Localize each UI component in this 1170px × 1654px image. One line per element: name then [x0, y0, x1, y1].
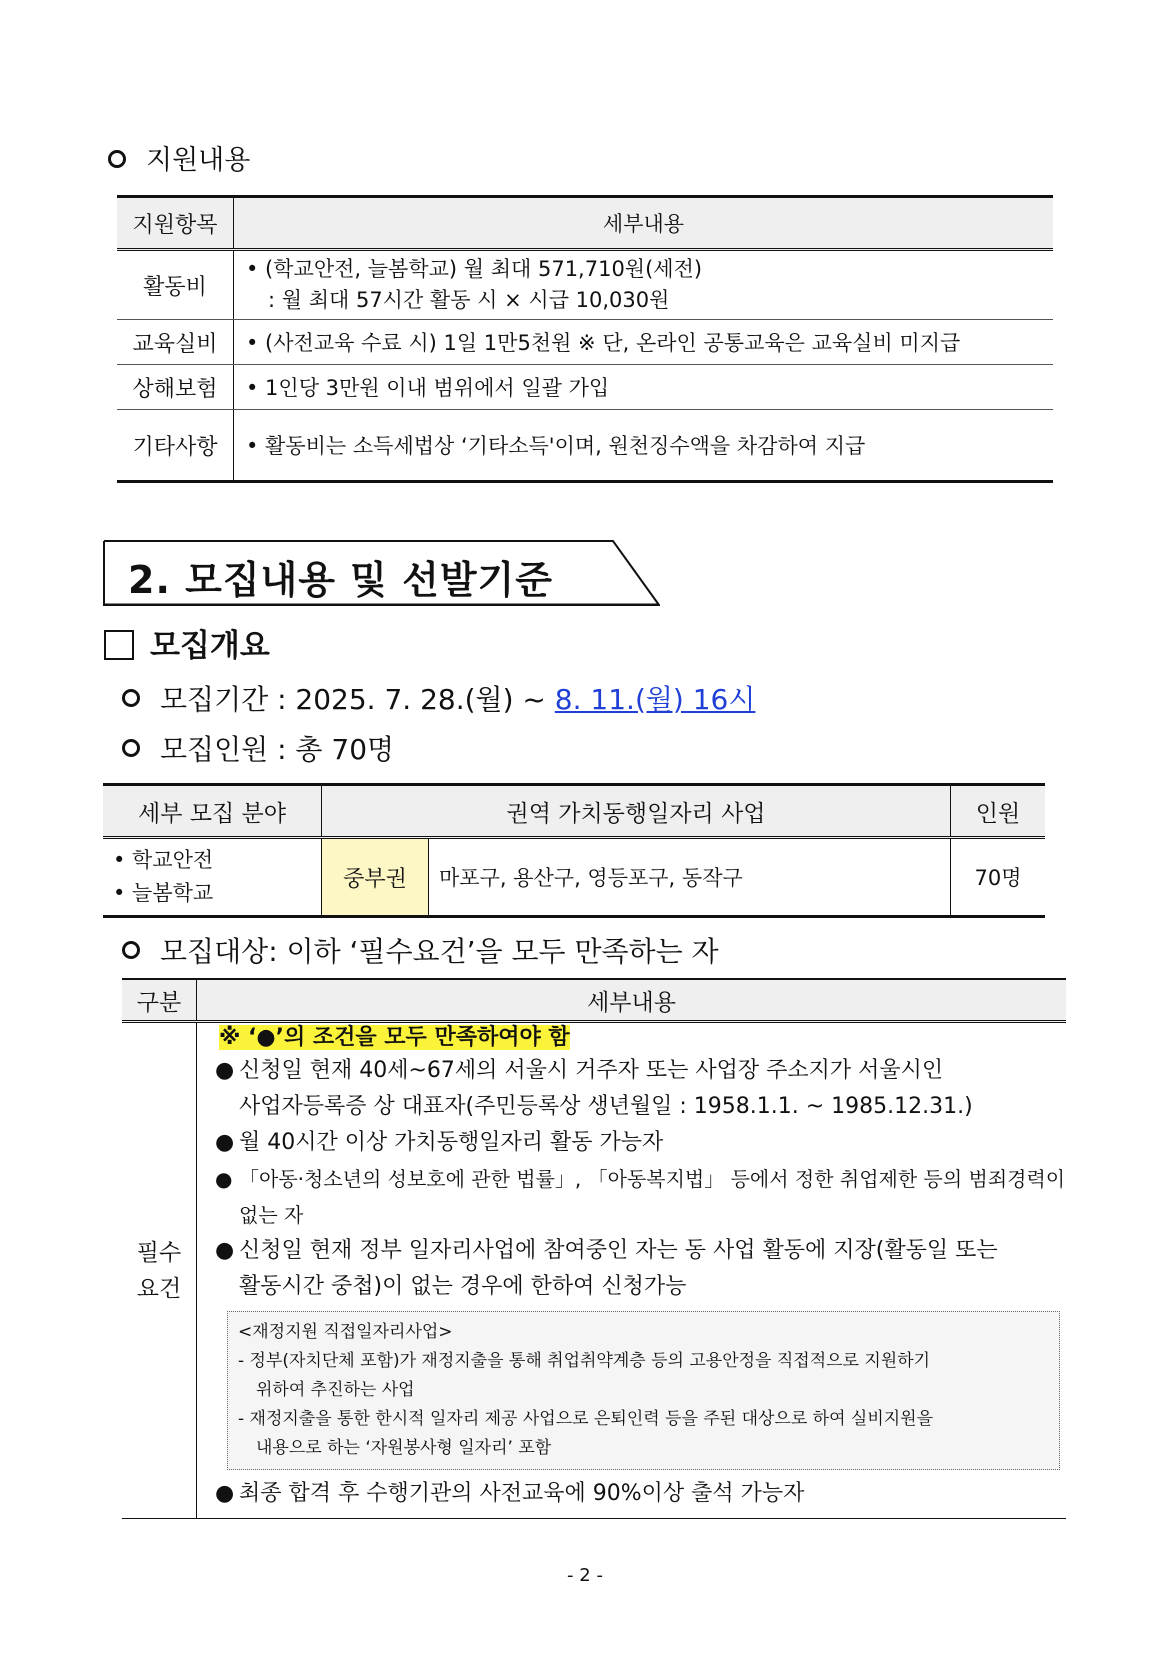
- recruit-target: 모집대상: 이하 ‘필수요건’을 모두 만족하는 자: [122, 930, 719, 970]
- support-row-item: 상해보험: [117, 365, 234, 410]
- support-row-detail: • (학교안전, 늘봄학교) 월 최대 571,710원(세전) : 월 최대 57시간 활동 시 × 시급 10,030원: [234, 250, 1054, 320]
- circle-bullet-icon: [122, 739, 140, 757]
- recruit-num: 70명: [951, 838, 1046, 917]
- page-number: - 2 -: [567, 1565, 603, 1586]
- req-item: ● 신청일 현재 40세~67세의 서울시 거주자 또는 사업장 주소지가 서울시인 사업자등록증 상 대표자(주민등록상 생년월일 : 1958.1.1. ~ 1985.12.31.): [215, 1058, 973, 1119]
- support-row-detail: • 1인당 3만원 이내 범위에서 일괄 가입: [234, 365, 1054, 410]
- section-title: 2. 모집내용 및 선발기준: [128, 558, 553, 602]
- circle-bullet-icon: [122, 689, 140, 707]
- recruit-col-field: 세부 모집 분야: [103, 785, 322, 838]
- recruit-region: 중부권: [322, 838, 429, 917]
- recruit-districts: 마포구, 용산구, 영등포구, 동작구: [429, 838, 951, 917]
- checkbox-square-icon: [104, 630, 134, 660]
- recruit-col-count: 인원: [951, 785, 1046, 838]
- req-item: ● 신청일 현재 정부 일자리사업에 참여중인 자는 동 사업 활동에 지장(활동일 또는 활동시간 중첩)이 없는 경우에 한하여 신청가능: [215, 1238, 998, 1299]
- support-heading: 지원내용: [108, 138, 250, 177]
- support-row-detail: • (사전교육 수료 시) 1일 1만5천원 ※ 단, 온라인 공통교육은 교육실비 미지급: [234, 320, 1054, 365]
- circle-bullet-icon: [108, 150, 126, 168]
- support-col2: 세부내용: [234, 197, 1054, 250]
- req-category: 필수 요건: [122, 1022, 197, 1519]
- support-row-item: 기타사항: [117, 410, 234, 482]
- recruit-fields: • 학교안전 • 늘봄학교: [103, 838, 322, 917]
- support-col1: 지원항목: [117, 197, 234, 250]
- req-item: ● 최종 합격 후 수행기관의 사전교육에 90%이상 출석 가능자: [215, 1481, 805, 1506]
- direct-job-info-box: <재정지원 직접일자리사업> - 정부(자치단체 포함)가 재정지출을 통해 취업취약계층 등의 고용안정을 직접적으로 지원하기 위하여 추진하는 사업 - 재정지출을 통한 한시적 일자리 제공 사업으로 은퇴인력 등을 주된 대상으로 하여 실비지원을 내용으로 하는 ‘자원봉사형 일자리’ 포함: [227, 1311, 1060, 1470]
- support-row-detail: • 활동비는 소득세법상 ‘기타소득'이며, 원천징수액을 차감하여 지급: [234, 410, 1054, 482]
- recruit-table: [103, 783, 1045, 918]
- recruit-count: 모집인원 : 총 70명: [122, 728, 394, 768]
- recruit-col-region: 권역 가치동행일자리 사업: [322, 785, 951, 838]
- req-col-category: 구분: [122, 979, 197, 1022]
- support-row-item: 활동비: [117, 250, 234, 320]
- req-item: ● 「아동·청소년의 성보호에 관한 법률」, 「아동복지법」 등에서 정한 취업제한 등의 범죄경력이 없는 자: [215, 1167, 1066, 1227]
- recruit-period: 모집기간 : 2025. 7. 28.(월) ~ 8. 11.(월) 16시: [122, 678, 755, 718]
- recruit-overview-heading: 모집개요: [150, 628, 270, 664]
- req-note: ※ ‘●’의 조건을 모두 만족하여야 함: [219, 1025, 570, 1050]
- requirements-table: [122, 978, 1066, 1519]
- req-col-detail: 세부내용: [197, 979, 1067, 1022]
- req-detail: [197, 1022, 1067, 1519]
- req-item: ● 월 40시간 이상 가치동행일자리 활동 가능자: [215, 1130, 664, 1155]
- circle-bullet-icon: [122, 941, 140, 959]
- support-table: [117, 195, 1053, 483]
- support-row-item: 교육실비: [117, 320, 234, 365]
